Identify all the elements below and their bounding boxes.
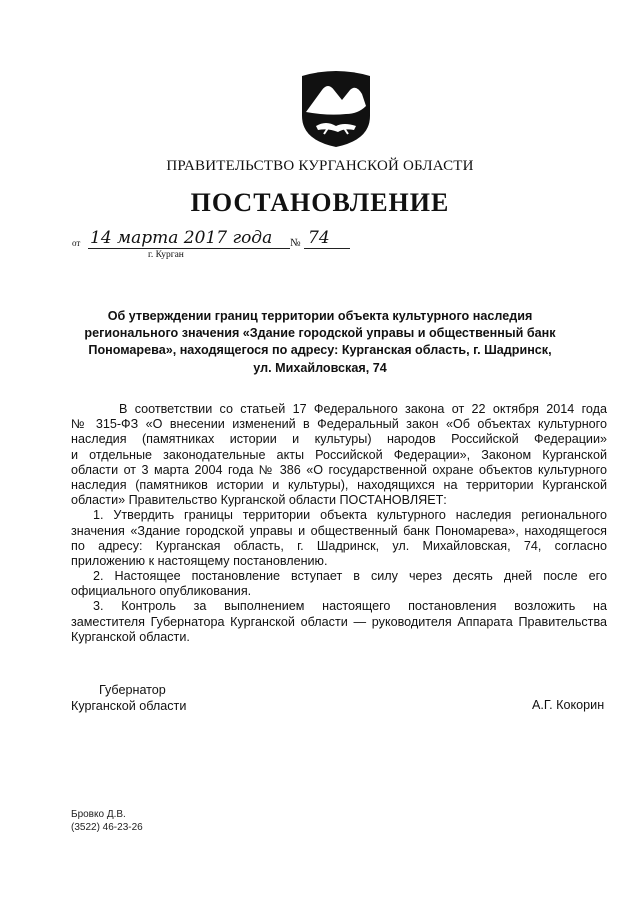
subject-line: Об утверждении границ территории объекта культурного наследия [107,309,533,323]
subject-line: ул. Михайловская, 74 [253,360,387,375]
subject-line: Пономарева», находящегося по адресу: Курганская область, г. Шадринск, [88,343,552,358]
executor-phone: (3522) 46-23-26 [71,822,143,833]
body-line: области от 3 марта 2004 года № 386 «О государственной охране объектов культурного [71,462,607,477]
number-sign: № [290,237,301,249]
resolution-subject [80,308,560,377]
clause-2-line: официального опубликования. [71,584,252,599]
coat-of-arms-icon [298,68,374,148]
handwritten-date: 14 марта 2017 года [88,228,290,249]
executor-name: Бровко Д.В. [71,809,126,820]
executor-info [71,808,143,834]
clause-1-line: значения «Здание городской управы и общественный банк Пономарева», находящегося [71,523,607,538]
clause-3-line: 3. Контроль за выполнением настоящего постановления возложить на [93,599,607,614]
position-line: Губернатор [99,683,166,697]
position-line: Курганской области [71,698,187,713]
resolution-body [71,402,607,645]
government-name: ПРАВИТЕЛЬСТВО КУРГАНСКОЙ ОБЛАСТИ [166,158,474,174]
handwritten-number: 74 [304,228,350,249]
clause-3-line: Курганской области. [71,629,190,644]
body-line: и отдельные законодательные акты Российской Федерации», Законом Курганской [71,447,607,462]
clause-3-line: заместителя Губернатора Курганской области — руководителя Аппарата Правительства [71,614,607,629]
document-type-title: ПОСТАНОВЛЕНИЕ [190,188,450,217]
clause-2-line: 2. Настоящее постановление вступает в силу через десять дней после его [93,569,607,584]
clause-1-line: приложению к настоящему постановлению. [71,553,328,568]
body-line: № 315-ФЗ «О внесении изменений в Федеральный закон «Об объектах культурного [71,417,607,432]
city-label: г. Курган [148,250,184,260]
body-line: наследия (памятниках истории и культуры) народов Российской Федерации» [71,432,607,447]
subject-line: регионального значения «Здание городской управы и общественный банк [84,326,556,341]
body-line: области» Правительство Курганской области ПОСТАНОВЛЯЕТ: [71,493,447,508]
body-line: В соответствии со статьей 17 Федерального закона от 22 октября 2014 года [119,402,607,416]
signatory-name: А.Г. Кокорин [532,698,605,712]
signatory-position [71,683,186,714]
date-prefix: от [72,238,81,248]
clause-1-line: 1. Утвердить границы территории объекта культурного наследия регионального [93,508,607,523]
clause-1-line: по адресу: Курганская область, г. Шадринск, ул. Михайловская, 74, согласно [71,538,607,553]
date-number-line [72,228,372,264]
body-line: наследия (памятников истории и культуры), находящихся на территории Курганской [71,477,607,492]
